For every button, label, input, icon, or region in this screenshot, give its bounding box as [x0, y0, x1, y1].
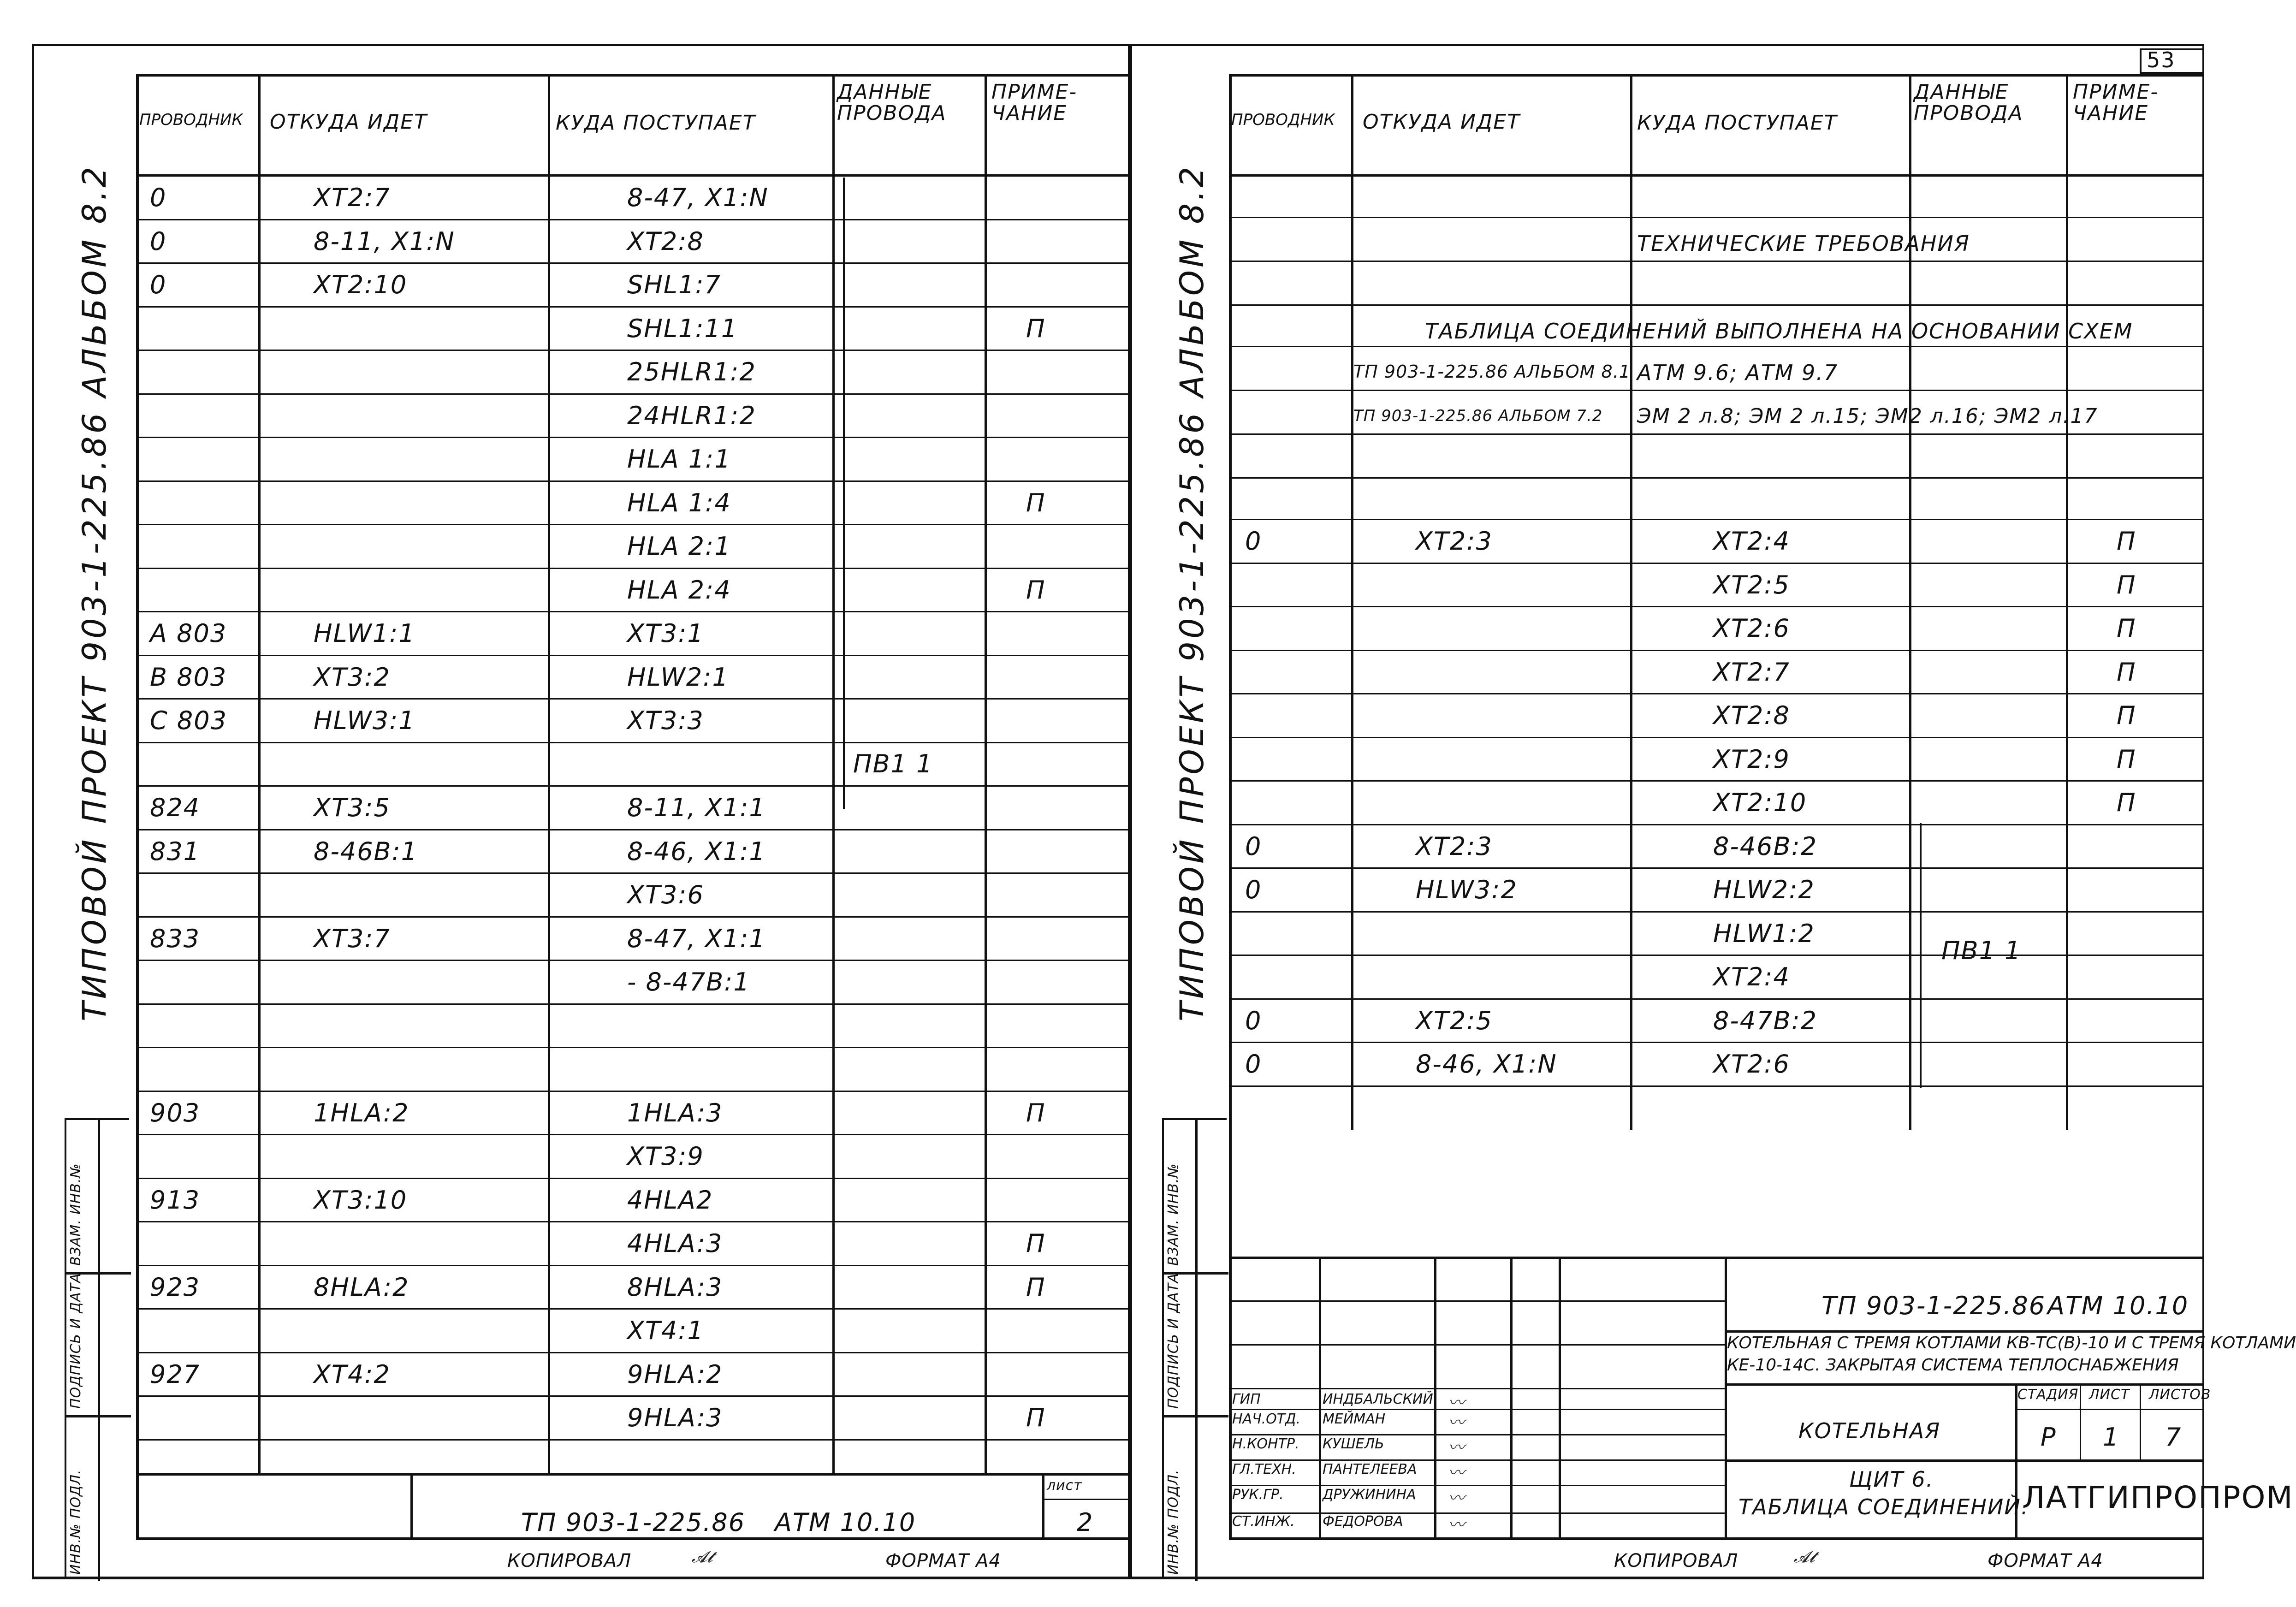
tb-name: ИНДБАЛЬСКИЙ: [1323, 1391, 1433, 1407]
tech-req-ref2-right: ЭМ 2 л.8; ЭМ 2 л.15; ЭМ2 л.16; ЭМ2 л.17: [1637, 404, 2098, 428]
tb-name: ПАНТЕЛЕЕВА: [1323, 1461, 1417, 1477]
left-footer-format: ФОРМАТ А4: [885, 1550, 1001, 1571]
left-header-rule: [136, 174, 1130, 177]
tech-req-ref1-right: АТМ 9.6; АТМ 9.7: [1637, 360, 1839, 385]
left-footer-code: ТП 903-1-225.86: [521, 1508, 746, 1537]
right-row-note: П: [2117, 527, 2136, 556]
left-row-to: 1HLA:3: [627, 1098, 723, 1127]
left-row-rule: [136, 1178, 1130, 1179]
right-row-to: XT2:4: [1713, 962, 1790, 991]
left-row-rule: [136, 350, 1130, 351]
left-row-rule: [136, 1308, 1130, 1310]
right-row-wire: 0: [1245, 1006, 1262, 1035]
left-row-to: - 8-47B:1: [627, 967, 750, 996]
left-footer-split: [410, 1473, 413, 1540]
tb-sig-rule-7: [1229, 1512, 1725, 1514]
right-col-line-2: [1630, 74, 1632, 1130]
right-sheet: [1130, 44, 2296, 1579]
tb-stage-col-2: [2140, 1383, 2141, 1459]
left-stamp-label-3: ВЗАМ. ИНВ.№: [68, 1163, 84, 1266]
tb-code: ТП 903-1-225.86: [1821, 1291, 2046, 1320]
left-footer-sheet-value: 2: [1077, 1508, 1094, 1537]
left-row-wire: 0: [150, 270, 167, 299]
left-row-from: 8-11, X1:N: [314, 226, 455, 256]
tb-name: КУШЕЛЬ: [1323, 1436, 1384, 1452]
left-row-rule: [136, 1091, 1130, 1092]
right-row-to: HLW2:2: [1713, 875, 1815, 904]
right-stamp-label-3: ВЗАМ. ИНВ.№: [1165, 1163, 1181, 1266]
right-row-to: XT2:10: [1713, 788, 1807, 817]
left-row-to: 8-46, X1:1: [627, 836, 766, 866]
left-stamp-rule-2: [66, 1415, 131, 1417]
left-row-rule: [136, 1395, 1130, 1397]
left-row-rule: [136, 872, 1130, 874]
left-wire-data-brace: [835, 178, 845, 809]
right-note-rule: [1229, 433, 2204, 435]
right-row-rule: [1229, 737, 2204, 738]
right-row-to: XT2:6: [1713, 614, 1790, 643]
right-header-data: ДАННЫЕ ПРОВОДА: [1914, 80, 2023, 125]
left-row-to: 4HLA2: [627, 1185, 713, 1215]
left-row-rule: [136, 1221, 1130, 1222]
left-stamp-label-2: ПОДПИСЬ И ДАТА: [68, 1273, 84, 1409]
right-row-note: П: [2117, 570, 2136, 599]
right-header-note: ПРИМЕ- ЧАНИЕ: [2073, 80, 2159, 125]
left-row-rule: [136, 480, 1130, 482]
right-row-from: XT2:3: [1416, 831, 1493, 861]
tb-sheet: 1: [2103, 1423, 2120, 1452]
left-stamp-split: [98, 1120, 100, 1581]
right-stamp-label-2: ПОДПИСЬ И ДАТА: [1165, 1273, 1181, 1409]
left-row-to: XT3:3: [627, 706, 704, 735]
left-row-to: XT3:6: [627, 880, 704, 909]
right-row-note: П: [2117, 614, 2136, 643]
left-row-to: SHL1:11: [627, 314, 738, 343]
left-row-rule: [136, 916, 1130, 918]
right-header-wire: ПРОВОДНИК: [1231, 111, 1335, 129]
left-row-rule: [136, 568, 1130, 569]
left-row-to: 4HLA:3: [627, 1229, 723, 1258]
tb-stage-label: СТАДИЯ: [2017, 1387, 2079, 1403]
right-wire-data-brace: [1911, 823, 1922, 1088]
right-row-rule: [1229, 955, 2204, 956]
left-row-rule: [136, 437, 1130, 438]
right-row-from: XT2:3: [1416, 527, 1493, 556]
left-row-wire: B 803: [150, 662, 227, 692]
left-row-wire: 0: [150, 183, 167, 212]
tech-req-ref1-left: ТП 903-1-225.86 АЛЬБОМ 8.1: [1353, 362, 1631, 382]
right-header-rule: [1229, 174, 2204, 177]
tb-sig-rule-5: [1229, 1459, 1725, 1461]
left-row-to: SHL1:7: [627, 270, 721, 299]
tb-stage-col-1: [2080, 1383, 2081, 1459]
right-row-to: XT2:5: [1713, 570, 1790, 599]
tb-atm: АТМ 10.10: [2047, 1291, 2189, 1320]
right-row-wire: 0: [1245, 831, 1262, 861]
right-row-rule: [1229, 606, 2204, 607]
left-footer-atm: АТМ 10.10: [775, 1508, 916, 1537]
left-row-rule: [136, 1352, 1130, 1353]
left-row-to: HLA 2:4: [627, 575, 731, 605]
right-row-to: XT2:7: [1713, 657, 1790, 687]
tb-signature: 〰: [1448, 1516, 1465, 1535]
right-row-from: 8-46, X1:N: [1416, 1050, 1557, 1079]
left-row-from: 8-46B:1: [314, 836, 418, 866]
left-row-from: 8HLA:2: [314, 1272, 409, 1302]
right-copied-signature: 𝓐𝓽: [1794, 1548, 1815, 1566]
left-footer-rule: [136, 1473, 1130, 1476]
left-row-rule: [136, 524, 1130, 525]
left-row-rule: [136, 1439, 1130, 1441]
left-row-rule: [136, 1134, 1130, 1135]
top-rule-left: [32, 44, 1130, 46]
left-stamp-label-1: ИНВ.№ ПОДЛ.: [68, 1469, 84, 1575]
left-row-from: XT3:10: [314, 1185, 408, 1215]
right-wire-data: ПВ1 1: [1941, 936, 2022, 965]
tb-signature: 〰: [1448, 1489, 1465, 1508]
left-row-from: XT2:10: [314, 270, 408, 299]
tb-signature: 〰: [1448, 1438, 1465, 1457]
right-row-to: 8-47B:2: [1713, 1006, 1818, 1035]
left-col-line-2: [548, 74, 550, 1473]
left-row-wire: 0: [150, 226, 167, 256]
left-row-to: HLW2:1: [627, 662, 729, 692]
right-row-rule: [1229, 824, 2204, 825]
tb-role: ГЛ.ТЕХН.: [1232, 1461, 1296, 1477]
left-row-wire: C 803: [150, 706, 227, 735]
tb-name: ДРУЖИНИНА: [1323, 1487, 1416, 1503]
left-row-to: XT3:1: [627, 619, 704, 648]
tb-role: СТ.ИНЖ.: [1232, 1513, 1295, 1530]
left-header-to: КУДА ПОСТУПАЕТ: [556, 111, 756, 135]
right-stamp-split: [1195, 1120, 1198, 1581]
left-row-wire: 913: [150, 1185, 201, 1215]
tb-name: ФЕДОРОВА: [1323, 1513, 1403, 1530]
left-footer-sheet-label: лист: [1047, 1477, 1082, 1494]
tech-req-ref2-left: ТП 903-1-225.86 АЛЬБОМ 7.2: [1353, 407, 1603, 425]
left-row-rule: [136, 393, 1130, 395]
tb-signature: 〰: [1448, 1394, 1465, 1412]
left-row-from: XT2:7: [314, 183, 391, 212]
right-row-to: HLW1:2: [1713, 919, 1815, 948]
left-row-rule: [136, 1003, 1130, 1005]
left-row-rule: [136, 785, 1130, 787]
left-row-from: 1HLA:2: [314, 1098, 409, 1127]
left-row-note: П: [1026, 1229, 1046, 1258]
right-row-rule: [1229, 867, 2204, 869]
right-row-from: XT2:5: [1416, 1006, 1493, 1035]
tb-role: Н.КОНТР.: [1232, 1436, 1299, 1452]
left-row-wire: 831: [150, 836, 201, 866]
right-row-wire: 0: [1245, 527, 1262, 556]
right-row-to: XT2:9: [1713, 744, 1790, 774]
left-row-rule: [136, 960, 1130, 961]
tb-desc2: КЕ-10-14С. ЗАКРЫТАЯ СИСТЕМА ТЕПЛОСНАБЖЕНИЯ: [1727, 1356, 2179, 1375]
right-note-rule: [1229, 304, 2204, 306]
right-row-rule: [1229, 1042, 2204, 1043]
left-row-wire: A 803: [150, 619, 227, 648]
left-row-note: П: [1026, 1098, 1046, 1127]
left-row-to: 9HLA:2: [627, 1359, 723, 1389]
left-row-to: 24HLR1:2: [627, 401, 756, 430]
left-row-to: 25HLR1:2: [627, 357, 756, 386]
right-note-rule: [1229, 346, 2204, 347]
left-row-to: 8-47, X1:1: [627, 924, 766, 953]
right-row-note: П: [2117, 788, 2136, 817]
left-row-wire: 824: [150, 793, 201, 822]
tb-sig-rule-4: [1229, 1434, 1725, 1435]
left-row-rule: [136, 742, 1130, 743]
left-footer-sheet-split: [1042, 1473, 1044, 1540]
left-wire-data: ПВ1 1: [853, 749, 933, 778]
left-row-to: 8HLA:3: [627, 1272, 723, 1302]
left-row-rule: [136, 262, 1130, 264]
right-row-to: XT2:4: [1713, 527, 1790, 556]
tb-sig-rule-6: [1229, 1485, 1725, 1486]
right-note-rule: [1229, 477, 2204, 479]
left-row-rule: [136, 829, 1130, 830]
left-row-from: XT3:5: [314, 793, 391, 822]
right-row-rule: [1229, 998, 2204, 1000]
right-header-to: КУДА ПОСТУПАЕТ: [1637, 111, 1838, 135]
left-row-to: 9HLA:3: [627, 1403, 723, 1432]
left-row-rule: [136, 1047, 1130, 1048]
tb-sig-col-3: [1510, 1257, 1513, 1540]
tb-sig-rule-1: [1229, 1344, 1725, 1346]
left-side-title: ТИПОВОЙ ПРОЕКТ 903-1-225.86 АЛЬБОМ 8.2: [76, 164, 113, 1021]
tb-role: НАЧ.ОТД.: [1232, 1411, 1301, 1427]
right-row-rule: [1229, 693, 2204, 694]
right-col-line-4: [2066, 74, 2068, 1130]
tb-sheet-label: ЛИСТ: [2089, 1387, 2130, 1403]
left-row-from: HLW3:1: [314, 706, 415, 735]
left-row-from: XT3:7: [314, 924, 391, 953]
left-row-note: П: [1026, 488, 1046, 517]
right-row-rule: [1229, 1085, 2204, 1087]
left-col-line-1: [258, 74, 261, 1473]
tb-section: КОТЕЛЬНАЯ: [1798, 1418, 1941, 1443]
right-note-rule: [1229, 217, 2204, 218]
right-row-from: HLW3:2: [1416, 875, 1518, 904]
tb-stage: Р: [2041, 1423, 2057, 1452]
tb-name: МЕЙМАН: [1323, 1411, 1386, 1427]
center-spine: [1130, 44, 1132, 1579]
left-row-note: П: [1026, 314, 1046, 343]
left-copied-signature: 𝓐𝓽: [692, 1548, 713, 1566]
right-side-title: ТИПОВОЙ ПРОЕКТ 903-1-225.86 АЛЬБОМ 8.2: [1173, 164, 1211, 1021]
left-row-from: HLW1:1: [314, 619, 415, 648]
right-row-wire: 0: [1245, 1050, 1262, 1079]
left-row-wire: 923: [150, 1272, 201, 1302]
tb-sig-col-4: [1559, 1257, 1561, 1540]
right-row-note: П: [2117, 657, 2136, 687]
tb-stage-rule: [2015, 1409, 2204, 1410]
right-row-rule: [1229, 650, 2204, 651]
tb-sheets-label: ЛИСТОВ: [2149, 1387, 2211, 1403]
tb-sheets: 7: [2165, 1423, 2182, 1452]
left-col-line-4: [985, 74, 987, 1473]
tb-copied: КОПИРОВАЛ: [1614, 1550, 1738, 1571]
left-row-rule: [136, 655, 1130, 656]
left-footer-copied: КОПИРОВАЛ: [507, 1550, 632, 1571]
tb-desc1: КОТЕЛЬНАЯ С ТРЕМЯ КОТЛАМИ КВ-ТС(В)-10 И С ТРЕМЯ КОТЛАМИ: [1727, 1334, 2296, 1352]
left-row-rule: [136, 698, 1130, 700]
right-stamp-label-1: ИНВ.№ ПОДЛ.: [1165, 1469, 1181, 1575]
corner-sheet-number: 53: [2147, 47, 2176, 72]
tb-sig-rule-2: [1229, 1388, 1725, 1389]
left-row-rule: [136, 1265, 1130, 1266]
left-row-to: XT3:9: [627, 1142, 704, 1171]
left-row-to: HLA 2:1: [627, 532, 731, 561]
left-row-to: XT2:8: [627, 226, 704, 256]
right-row-rule: [1229, 911, 2204, 913]
right-row-note: П: [2117, 701, 2136, 730]
top-rule-right: [1130, 44, 2204, 46]
left-row-to: HLA 1:1: [627, 445, 731, 474]
tech-req-line1: ТАБЛИЦА СОЕДИНЕНИЙ ВЫПОЛНЕНА НА ОСНОВАНИИ СХЕМ: [1425, 319, 2133, 344]
tb-signature: 〰: [1448, 1413, 1465, 1432]
tb-sig-col-1: [1319, 1257, 1321, 1540]
right-stamp-rule-2: [1164, 1415, 1228, 1417]
left-footer-sheet-rule: [1042, 1499, 1130, 1500]
left-row-wire: 927: [150, 1359, 201, 1389]
tb-role: ГИП: [1232, 1391, 1261, 1407]
tb-signature: 〰: [1448, 1464, 1465, 1482]
left-header-data: ДАННЫЕ ПРОВОДА: [837, 80, 947, 125]
tb-sig-rule-3: [1229, 1409, 1725, 1410]
left-row-to: XT4:1: [627, 1316, 704, 1345]
left-row-from: XT3:2: [314, 662, 391, 692]
tb-code-rule: [1725, 1330, 2204, 1333]
left-header-from: ОТКУДА ИДЕТ: [270, 110, 427, 134]
left-row-note: П: [1026, 1403, 1046, 1432]
right-header-from: ОТКУДА ИДЕТ: [1363, 110, 1520, 134]
right-note-rule: [1229, 261, 2204, 262]
left-row-wire: 833: [150, 924, 201, 953]
tb-sheet-name2: ТАБЛИЦА СОЕДИНЕНИЙ.: [1738, 1494, 2029, 1519]
right-row-to: XT2:6: [1713, 1050, 1790, 1079]
right-note-rule: [1229, 519, 2204, 520]
left-header-note: ПРИМЕ- ЧАНИЕ: [991, 80, 1078, 125]
tb-sig-col-2: [1434, 1257, 1436, 1540]
left-row-rule: [136, 306, 1130, 308]
left-row-to: 8-47, X1:N: [627, 183, 769, 212]
right-row-to: 8-46B:2: [1713, 831, 1818, 861]
tech-req-title: ТЕХНИЧЕСКИЕ ТРЕБОВАНИЯ: [1637, 231, 1970, 256]
left-row-from: XT4:2: [314, 1359, 391, 1389]
tb-format: ФОРМАТ А4: [1987, 1550, 2103, 1571]
tb-org: ЛАТГИПРОПРОМ: [2022, 1480, 2294, 1515]
right-row-rule: [1229, 563, 2204, 564]
left-row-to: 8-11, X1:1: [627, 793, 766, 822]
left-row-note: П: [1026, 575, 1046, 605]
left-row-to: HLA 1:4: [627, 488, 731, 517]
right-row-rule: [1229, 780, 2204, 782]
left-row-rule: [136, 611, 1130, 612]
tb-section-rule: [1725, 1459, 2204, 1462]
left-row-note: П: [1026, 1272, 1046, 1302]
tb-role: РУК.ГР.: [1232, 1487, 1284, 1503]
tb-desc-rule: [1725, 1383, 2204, 1386]
right-col-line-1: [1351, 74, 1353, 1130]
tb-sig-rule-0: [1229, 1300, 1725, 1302]
tb-sheet-name1: ЩИТ 6.: [1849, 1467, 1934, 1492]
left-row-rule: [136, 219, 1130, 220]
left-row-wire: 903: [150, 1098, 201, 1127]
right-row-to: XT2:8: [1713, 701, 1790, 730]
right-row-note: П: [2117, 744, 2136, 774]
tb-main-split: [1725, 1257, 1727, 1540]
right-note-rule: [1229, 390, 2204, 391]
left-header-wire: ПРОВОДНИК: [139, 111, 243, 129]
right-row-wire: 0: [1245, 875, 1262, 904]
left-sheet: [32, 44, 1130, 1579]
